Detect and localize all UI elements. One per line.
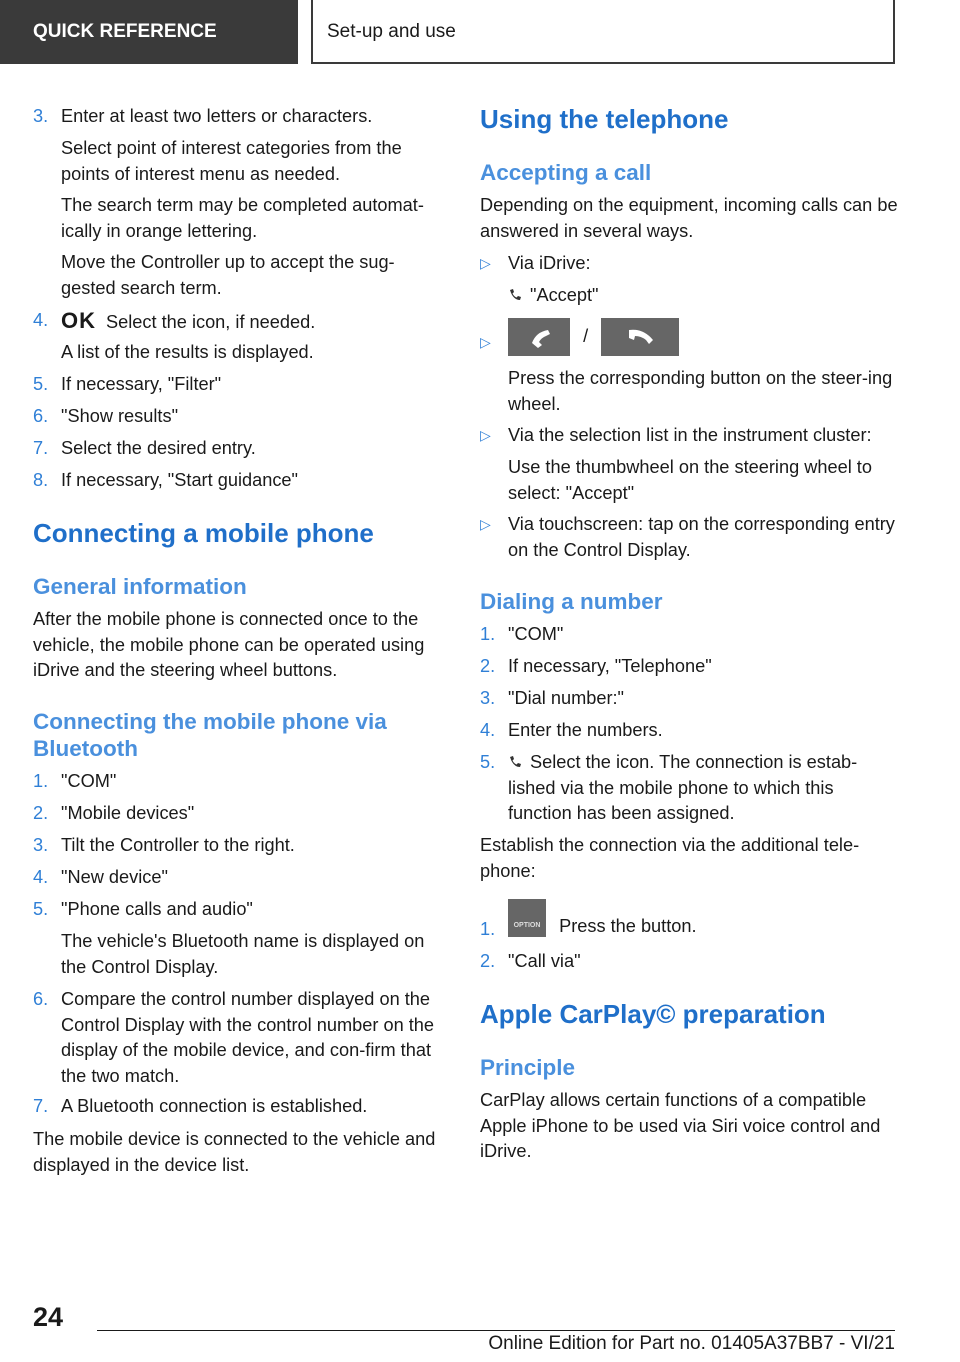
heading-using-telephone: Using the telephone: [480, 104, 729, 134]
step-number: 3.: [33, 106, 49, 126]
ok-icon: OK: [61, 308, 96, 333]
accept-call-button-icon: [508, 318, 570, 356]
phone-icon: [508, 755, 522, 769]
list-item: 1. OPTION Press the button.: [480, 899, 900, 939]
heading-accepting-call: Accepting a call: [480, 160, 652, 185]
phone-icon: [508, 288, 522, 302]
step-number: 4.: [33, 310, 49, 330]
end-call-button-icon: [601, 318, 679, 356]
heading-bluetooth: Connecting the mobile phone via Bluetooth: [33, 709, 387, 761]
establish-paragraph: Establish the connection via the additional tele‐phone:: [480, 835, 860, 881]
page-number: 24: [33, 1302, 64, 1332]
triangle-bullet-icon: ▷: [480, 516, 491, 532]
heading-dialing-number: Dialing a number: [480, 589, 663, 614]
slash-separator: /: [583, 325, 589, 346]
step-text: Enter at least two letters or characters.: [61, 106, 373, 126]
header-chapter-tab: Set-up and use: [311, 0, 895, 64]
step-text: Select the icon, if needed.: [106, 312, 316, 332]
heading-connecting-phone: Connecting a mobile phone: [33, 518, 374, 548]
bullet-item: [480, 318, 900, 356]
triangle-bullet-icon: ▷: [480, 255, 491, 271]
general-paragraph: After the mobile phone is connected once to the vehicle, the mobile phone can be operated using iDrive and the steering wheel buttons.: [33, 609, 425, 680]
triangle-bullet-icon: ▷: [480, 334, 491, 350]
accept-paragraph: Depending on the equipment, incoming calls can be answered in several ways.: [480, 195, 898, 241]
footer-divider: [97, 1330, 895, 1331]
accept-label: "Accept": [530, 285, 599, 305]
heading-carplay: Apple CarPlay© preparation: [480, 999, 826, 1029]
triangle-bullet-icon: ▷: [480, 427, 491, 443]
bluetooth-end-paragraph: The mobile device is connected to the vehicle and displayed in the device list.: [33, 1129, 436, 1175]
heading-principle: Principle: [480, 1055, 576, 1080]
footer-edition: Online Edition for Part no. 01405A37BB7 - VI/21: [488, 1333, 895, 1354]
header-section-tab: QUICK REFERENCE: [0, 0, 298, 64]
principle-paragraph: CarPlay allows certain functions of a compatible Apple iPhone to be used via Siri voice control and iDrive.: [480, 1090, 881, 1161]
heading-general-information: General information: [33, 574, 247, 599]
option-button-icon: OPTION: [508, 899, 546, 937]
